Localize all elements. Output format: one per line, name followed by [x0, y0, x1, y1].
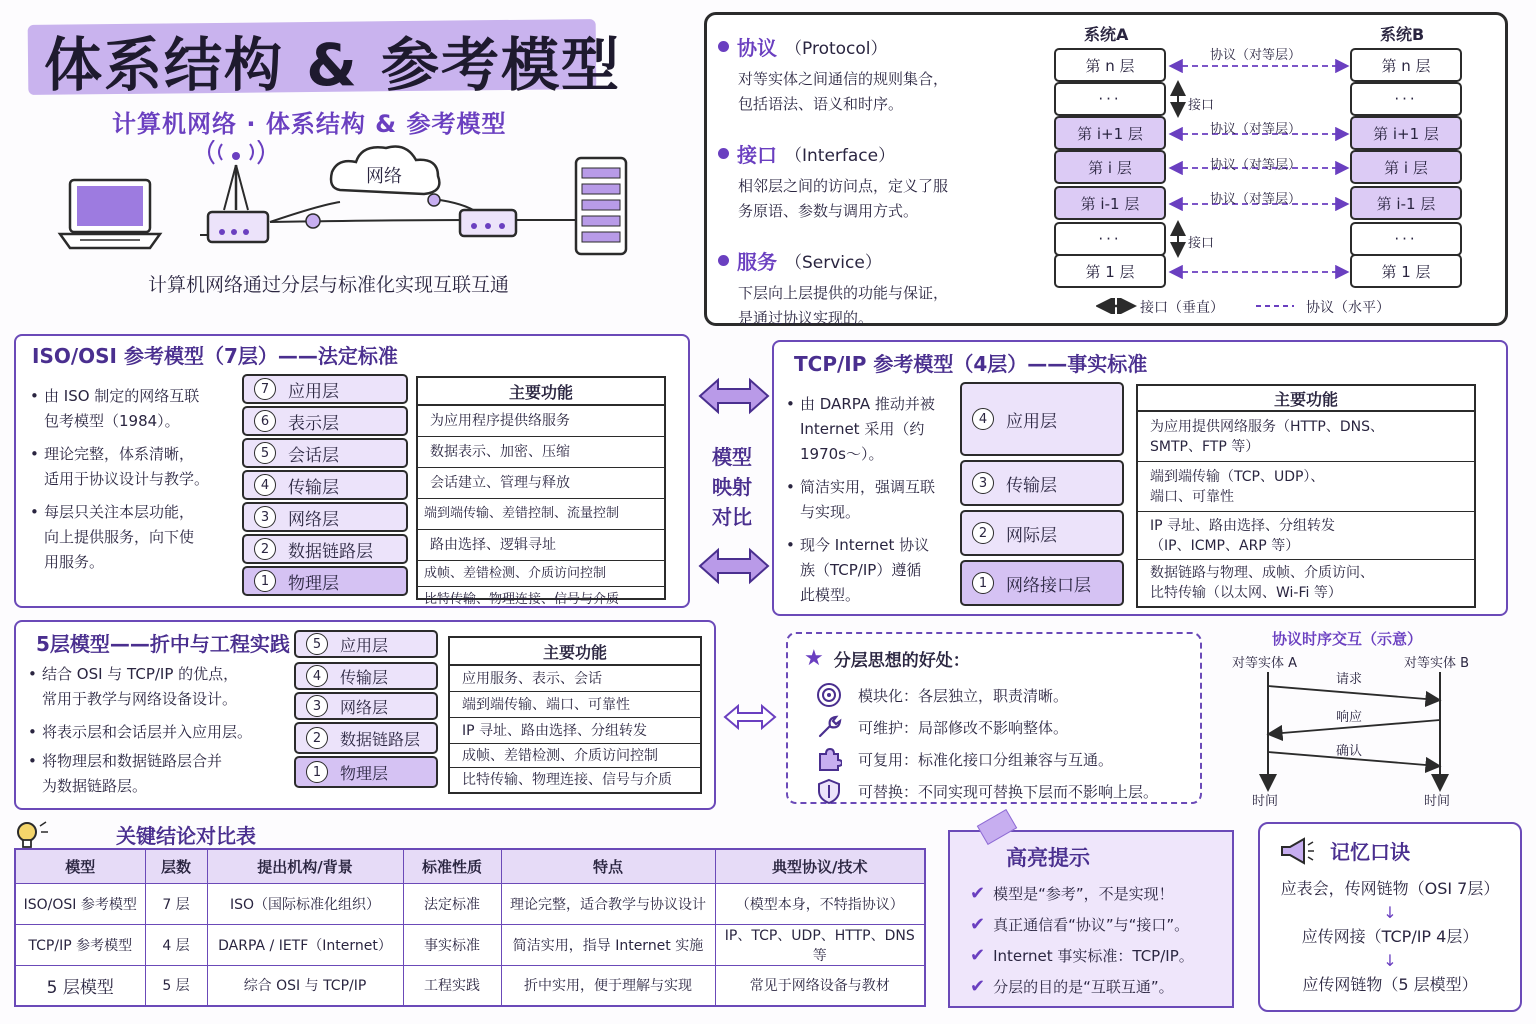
- osi-layer-5: [242, 438, 408, 468]
- benefit-text: 可替换：不同实现可替换下层而不影响上层。: [858, 782, 1159, 801]
- concept-desc: 务原语、参数与调用方式。: [738, 202, 919, 220]
- function-line: 比特传输（以太网、Wi-Fi 等）: [1150, 585, 1342, 601]
- check-icon: ✔: [970, 976, 986, 997]
- function-row: 成帧、差错检测、介质访问控制: [450, 744, 700, 768]
- tcpip-bullet: [786, 392, 954, 467]
- osi-bullet: [30, 500, 236, 575]
- target-icon: [816, 682, 842, 708]
- server-icon: [576, 158, 626, 254]
- layer-name: 传输层: [340, 667, 389, 687]
- puzzle-icon: [816, 746, 842, 772]
- protocol-label: 协议（对等层）: [1210, 122, 1302, 137]
- bullet-line: 适用于协议设计与教学。: [44, 470, 210, 488]
- five-layer-layer-1: [294, 756, 438, 788]
- function-row: 路由选择、逻辑寻址: [418, 530, 664, 561]
- layer-name: 物理层: [340, 763, 389, 783]
- tcpip-bullet: [786, 533, 954, 608]
- system-b-label: 系统B: [1380, 25, 1425, 44]
- bullet-line: • 由 ISO 制定的网络互联: [44, 387, 200, 405]
- system-b-layer-n: 第 n 层: [1350, 48, 1462, 82]
- layer-number: 3: [972, 472, 994, 494]
- star-icon: ★: [804, 646, 824, 671]
- benefit-text: 可复用：标准化接口分组兼容与互通。: [858, 750, 1114, 769]
- layer-name: 应用层: [1006, 411, 1057, 432]
- concept-interface: [718, 139, 1018, 224]
- cloud-icon: [331, 147, 439, 195]
- layer-name: 网际层: [1006, 525, 1057, 546]
- page-subtitle: 计算机网络 · 体系结构 & 参考模型: [112, 110, 507, 138]
- benefit-item: [816, 775, 1200, 807]
- five-layer-title: 5层模型——折中与工程实践: [36, 632, 290, 656]
- tcpip-layer-3: [960, 460, 1124, 506]
- five-layer-bullets: [28, 662, 290, 807]
- concept-en: （Interface）: [785, 146, 896, 166]
- function-row: 应用服务、表示、会话: [450, 666, 700, 692]
- osi-bullet: [30, 442, 236, 492]
- bullet-line: Internet 采用（约: [800, 420, 925, 438]
- benefits-header: [804, 646, 1200, 671]
- system-a-layer-i-minus-1: 第 i-1 层: [1054, 186, 1166, 220]
- layer-name: 网络接口层: [1006, 575, 1091, 596]
- benefits-title: 分层思想的好处：: [833, 651, 970, 671]
- layer-number: 4: [972, 408, 994, 430]
- time-label-b: 时间: [1424, 794, 1451, 809]
- function-row: 比特传输、物理连接、信号与介质: [462, 772, 672, 788]
- table-cell: ISO（国际标准化组织）: [207, 883, 403, 924]
- system-a-layer-ellipsis: ···: [1054, 222, 1166, 256]
- table-cell: 7 层: [145, 883, 207, 924]
- highlight-item: [970, 878, 1232, 909]
- function-row: 为应用程序提供络服务: [418, 406, 664, 437]
- mnemonic-panel: [1258, 822, 1522, 1012]
- five-layer-bullet: [28, 749, 290, 799]
- function-header: 主要功能: [1138, 386, 1474, 412]
- benefit-item: [816, 711, 1200, 743]
- switch-icon: [460, 210, 516, 236]
- tcpip-title: TCP/IP 参考模型（4层）——事实标准: [794, 352, 1148, 376]
- layer-name: 数据链路层: [288, 541, 373, 562]
- table-cell: 折中实用，便于理解与实现: [501, 965, 715, 1006]
- concept-desc: 对等实体之间通信的规则集合，: [738, 70, 949, 88]
- page-title: 体系结构 & 参考模型: [44, 31, 621, 99]
- bullet-line: 族（TCP/IP）遵循: [800, 561, 922, 579]
- highlight-item: [970, 909, 1232, 940]
- mnemonic-line: 应传网接（TCP/IP 4层）: [1301, 927, 1479, 946]
- layer-number: 1: [254, 570, 276, 592]
- bullet-line: 与实现。: [800, 503, 861, 521]
- osi-layer-1: [242, 566, 408, 596]
- function-line: 端到端传输（TCP、UDP）、: [1150, 468, 1325, 485]
- concept-term: 协议: [737, 36, 777, 60]
- five-layer-bullet: [28, 720, 290, 745]
- mapping-label-line: 对比: [712, 505, 752, 529]
- system-a-layer-i-plus-1: 第 i+1 层: [1054, 116, 1166, 150]
- arrow-down-icon: ↓: [1383, 903, 1397, 922]
- function-row: 比特传输、物理连接、信号与介质: [424, 592, 620, 607]
- osi-title: ISO/OSI 参考模型（7层）——法定标准: [32, 344, 398, 368]
- arrow-down-icon: ↓: [1383, 951, 1397, 970]
- entity-a-label: 对等实体 A: [1232, 656, 1298, 671]
- table-cell: 5 层模型: [15, 965, 145, 1006]
- function-row: [1138, 412, 1474, 462]
- function-line: （IP、ICMP、ARP 等）: [1150, 537, 1300, 554]
- mapping-label-line: 模型: [712, 445, 752, 469]
- concept-desc: 包括语法、语义和时序。: [738, 95, 904, 113]
- function-row: 端到端传输、差错控制、流量控制: [418, 499, 664, 530]
- table-cell: TCP/IP 参考模型: [15, 924, 145, 965]
- tape-icon: [977, 809, 1017, 845]
- bullet-line: • 理论完整，体系清晰，: [44, 445, 195, 463]
- system-a-layer-i: 第 i 层: [1054, 150, 1166, 184]
- table-cell: 工程实践: [403, 965, 501, 1006]
- table-cell: 理论完整，适合教学与协议设计: [501, 883, 715, 924]
- check-icon: ✔: [970, 945, 986, 966]
- concept-desc: 是通过协议实现的。: [738, 309, 874, 327]
- layer-number: 3: [254, 506, 276, 528]
- function-header: 主要功能: [418, 378, 664, 406]
- layer-name: 表示层: [288, 413, 339, 434]
- highlight-note: [948, 830, 1234, 1008]
- layer-number: 5: [306, 633, 328, 655]
- concept-desc: 下层向上层提供的功能与保证，: [738, 284, 949, 302]
- cloud-label: 网络: [366, 166, 402, 187]
- function-row: 会话建立、管理与释放: [418, 468, 664, 499]
- function-row: 成帧、差错检测、介质访问控制: [418, 561, 664, 587]
- table-cell: 常见于网络设备与教材: [715, 965, 925, 1006]
- table-header: 标准性质: [403, 849, 501, 883]
- table-cell: IP、TCP、UDP、HTTP、DNS 等: [715, 924, 925, 965]
- legend-interface: 接口（垂直）: [1140, 300, 1224, 316]
- layer-number: 4: [254, 474, 276, 496]
- five-layer-layer-2: [294, 722, 438, 754]
- mnemonic-line: 应传网链物（5 层模型）: [1302, 975, 1478, 994]
- bullet-line: 包考模型（1984）。: [44, 412, 180, 430]
- interface-label: 接口: [1188, 236, 1215, 251]
- tcpip-bullets: [786, 392, 954, 616]
- table-header: 典型协议/技术: [715, 849, 925, 883]
- highlight-item: [970, 971, 1232, 1002]
- bullet-line: • 每层只关注本层功能，: [44, 503, 195, 521]
- osi-layer-2: [242, 534, 408, 564]
- bullet-line: • 现今 Internet 协议: [800, 536, 930, 554]
- function-line: 数据链路与物理、成帧、介质访问、: [1150, 565, 1374, 581]
- protocol-label: 协议（对等层）: [1210, 48, 1302, 63]
- highlight-item: [970, 940, 1232, 971]
- function-row: IP 寻址、路由选择、分组转发: [450, 718, 700, 744]
- five-layer-function-table: [448, 636, 702, 794]
- layer-name: 应用层: [288, 381, 339, 402]
- layer-number: 7: [254, 378, 276, 400]
- five-layer-layer-5: [294, 630, 438, 658]
- five-layer-bullet: [28, 662, 290, 712]
- highlight-title: 高亮提示: [1006, 846, 1090, 870]
- bullet-line: 用服务。: [44, 553, 105, 571]
- concept-list: [718, 32, 1018, 331]
- layer-number: 2: [254, 538, 276, 560]
- concept-term: 接口: [737, 143, 777, 167]
- bullet-line: • 由 DARPA 推动并被: [800, 395, 935, 413]
- concept-en: （Protocol）: [785, 39, 888, 59]
- message-request: 请求: [1336, 672, 1363, 687]
- bullet-line: • 将表示层和会话层并入应用层。: [42, 723, 253, 741]
- five-layer-stack: [294, 630, 438, 790]
- osi-function-table: [416, 376, 666, 607]
- bullet-dot: [718, 255, 729, 266]
- system-a-layer-ellipsis: ···: [1054, 82, 1166, 116]
- protocol-arrows: [1166, 40, 1352, 320]
- bullet-line: • 简洁实用，强调互联: [800, 478, 936, 496]
- function-header: 主要功能: [450, 638, 700, 666]
- function-line: 端口、可靠性: [1150, 488, 1234, 505]
- double-arrow-icon: [700, 550, 768, 582]
- function-line: SMTP、FTP 等）: [1150, 438, 1260, 455]
- bullet-line: 向上提供服务，向下使: [44, 528, 195, 546]
- layer-name: 物理层: [288, 573, 339, 594]
- table-cell: 5 层: [145, 965, 207, 1006]
- table-header-row: [15, 849, 925, 883]
- check-icon: ✔: [970, 883, 986, 904]
- system-b-layer-i: 第 i 层: [1350, 150, 1462, 184]
- benefit-item: [816, 679, 1200, 711]
- layer-name: 应用层: [340, 635, 389, 655]
- benefit-text: 模块化：各层独立，职责清晰。: [858, 686, 1069, 705]
- layer-number: 5: [254, 442, 276, 464]
- table-cell: DARPA / IETF（Internet）: [207, 924, 403, 965]
- concept-desc: 相邻层之间的访问点，定义了服: [738, 177, 949, 195]
- tcpip-layer-stack: [960, 382, 1124, 608]
- highlight-text: 真正通信看“协议”与“接口”。: [993, 916, 1190, 934]
- layer-number: 6: [254, 410, 276, 432]
- system-a-label: 系统A: [1084, 25, 1129, 44]
- layering-benefits-panel: [786, 632, 1202, 804]
- table-cell: 法定标准: [403, 883, 501, 924]
- table-cell: 4 层: [145, 924, 207, 965]
- sequence-title: 协议时序交互（示意）: [1272, 630, 1423, 648]
- laptop-icon: [60, 180, 160, 248]
- mnemonic-line: 应表会，传网链物（OSI 7层）: [1280, 879, 1500, 898]
- mnemonic-header: [1278, 836, 1520, 865]
- function-row: [1138, 462, 1474, 512]
- bullet-dot: [718, 41, 729, 52]
- layer-number: 1: [306, 761, 328, 783]
- bullet-line: • 将物理层和数据链路层合并: [42, 752, 223, 770]
- table-header: 特点: [501, 849, 715, 883]
- layer-number: 2: [972, 522, 994, 544]
- layer-name: 传输层: [1006, 475, 1057, 496]
- system-b-layer-1: 第 1 层: [1350, 254, 1462, 288]
- wireless-router-icon: [208, 140, 268, 242]
- entity-b-label: 对等实体 B: [1404, 656, 1470, 671]
- layer-number: 3: [306, 695, 328, 717]
- mnemonic-title: 记忆口诀: [1330, 840, 1410, 864]
- bullet-line: 此模型。: [800, 586, 861, 604]
- interface-label: 接口: [1188, 98, 1215, 113]
- function-row: 端到端传输、端口、可靠性: [450, 692, 700, 718]
- system-b-layer-i-minus-1: 第 i-1 层: [1350, 186, 1462, 220]
- layer-name: 数据链路层: [340, 729, 421, 749]
- legend-protocol: 协议（水平）: [1306, 300, 1390, 316]
- function-line: IP 寻址、路由选择、分组转发: [1150, 517, 1336, 534]
- table-cell: 事实标准: [403, 924, 501, 965]
- tcpip-layer-4: [960, 382, 1124, 456]
- check-icon: ✔: [970, 914, 986, 935]
- double-arrow-icon: [722, 702, 778, 732]
- five-layer-layer-3: [294, 692, 438, 720]
- osi-bullets: [30, 384, 236, 583]
- layer-number: 2: [306, 727, 328, 749]
- layer-name: 网络层: [288, 509, 339, 530]
- osi-layer-6: [242, 406, 408, 436]
- osi-layer-7: [242, 374, 408, 404]
- highlight-text: Internet 事实标准：TCP/IP。: [993, 947, 1194, 965]
- comparison-title: 关键结论对比表: [116, 824, 256, 848]
- table-row: [15, 883, 925, 924]
- concept-service: [718, 246, 1018, 331]
- table-cell: ISO/OSI 参考模型: [15, 883, 145, 924]
- highlight-text: 模型是“参考”，不是实现！: [993, 885, 1174, 903]
- bullet-dot: [718, 148, 729, 159]
- table-header: 层数: [145, 849, 207, 883]
- function-line: 为应用提供网络服务（HTTP、DNS、: [1150, 418, 1384, 435]
- system-b-layer-ellipsis: ···: [1350, 222, 1462, 256]
- table-cell: 综合 OSI 与 TCP/IP: [207, 965, 403, 1006]
- message-response: 响应: [1336, 710, 1363, 725]
- protocol-label: 协议（对等层）: [1210, 158, 1302, 173]
- osi-bullet: [30, 384, 236, 434]
- table-header: 模型: [15, 849, 145, 883]
- osi-layer-stack: [242, 374, 408, 598]
- layer-name: 网络层: [340, 697, 389, 717]
- bullet-line: • 结合 OSI 与 TCP/IP 的优点，: [42, 665, 239, 683]
- function-row: [1138, 512, 1474, 560]
- message-ack: 确认: [1336, 744, 1363, 759]
- mapping-label-line: 映射: [712, 475, 752, 499]
- bullet-line: 常用于教学与网络设备设计。: [42, 690, 238, 708]
- osi-layer-4: [242, 470, 408, 500]
- table-row: [15, 965, 925, 1006]
- concept-term: 服务: [737, 250, 777, 274]
- benefit-item: [816, 743, 1200, 775]
- layer-number: 1: [972, 572, 994, 594]
- comparison-table: [14, 848, 926, 1007]
- protocol-label: 协议（对等层）: [1210, 192, 1302, 207]
- system-a-layer-1: 第 1 层: [1054, 254, 1166, 288]
- wrench-icon: [816, 714, 842, 740]
- osi-layer-3: [242, 502, 408, 532]
- tcpip-function-table: [1136, 384, 1476, 608]
- concept-protocol: [718, 32, 1018, 117]
- system-b-layer-i-plus-1: 第 i+1 层: [1350, 116, 1462, 150]
- layer-name: 传输层: [288, 477, 339, 498]
- caption: 计算机网络通过分层与标准化实现互联互通: [148, 274, 510, 296]
- shield-icon: [816, 778, 842, 804]
- mapping-label: [708, 442, 756, 532]
- tcpip-layer-1: [960, 560, 1124, 606]
- system-b-layer-ellipsis: ···: [1350, 82, 1462, 116]
- table-row: [15, 924, 925, 965]
- table-cell: 简洁实用，指导 Internet 实施: [501, 924, 715, 965]
- lightbulb-icon: [12, 818, 52, 852]
- concept-en: （Service）: [785, 253, 882, 273]
- layer-number: 4: [306, 665, 328, 687]
- highlight-text: 分层的目的是“互联互通”。: [993, 978, 1174, 996]
- table-header: 提出机构/背景: [207, 849, 403, 883]
- tcpip-layer-2: [960, 510, 1124, 556]
- function-row: 数据表示、加密、压缩: [418, 437, 664, 468]
- tcpip-bullet: [786, 475, 954, 525]
- five-layer-layer-4: [294, 662, 438, 690]
- benefit-text: 可维护：局部修改不影响整体。: [858, 718, 1069, 737]
- system-a-layer-n: 第 n 层: [1054, 48, 1166, 82]
- table-cell: （模型本身，不特指协议）: [715, 883, 925, 924]
- layer-name: 会话层: [288, 445, 339, 466]
- function-row: [1138, 560, 1474, 606]
- network-illustration: [40, 140, 660, 265]
- double-arrow-icon: [700, 380, 768, 412]
- time-label-a: 时间: [1252, 794, 1279, 809]
- megaphone-icon: [1278, 837, 1316, 865]
- bullet-line: 1970s～）。: [800, 445, 884, 463]
- bullet-line: 为数据链路层。: [42, 777, 148, 795]
